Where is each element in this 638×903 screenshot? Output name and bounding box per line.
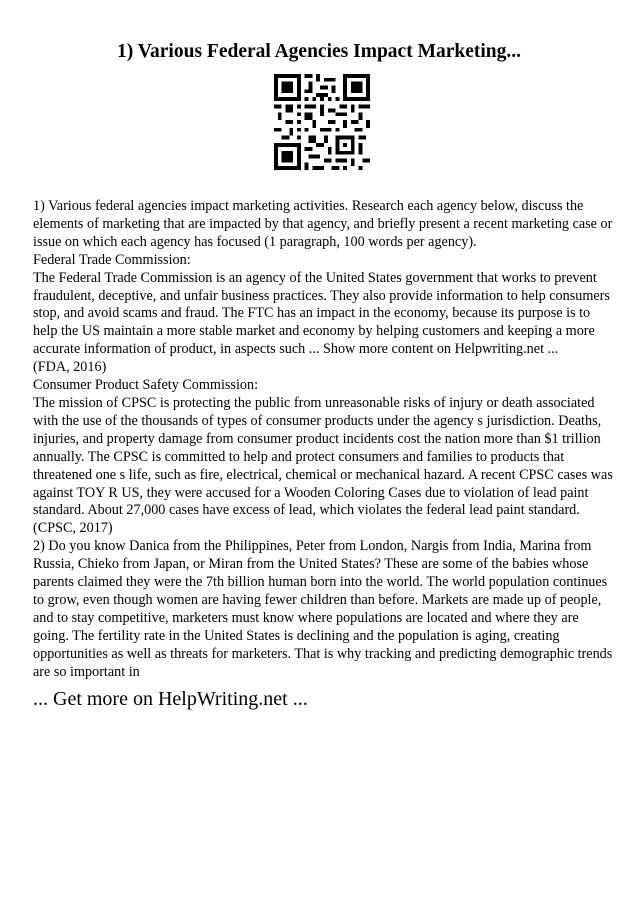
cpsc-paragraph: The mission of CPSC is protecting the public from unreasonable risks of injury or death associated with the use of the thousands of types of consumer products under the agency s jurisdiction. Deaths, injuries, and property damage from consumer product incidents cost the nation more than $1 trillion annually. The CPSC is committed to help and protect consumers and families to products that threatened one s life, such as fire, electrical, chemical or mechanical hazard. A recent CPSC cases was against TOY R US, they were accused for a Wooden Coloring Cases due to violation of lead paint standard. About 27,000 cases have excess of lead, which violates the federal lead paint standard. (CPSC, 2017) [33,394,613,537]
question-2-paragraph: 2) Do you know Danica from the Philippines, Peter from London, Nargis from India, Marina from Russia, Chieko from Japan, or Miran from the United States? These are some of the babies whose parents claimed they were the 7th billion human born into the world. The world population continues to grow, even though women are having fewer children than before. Markets are made up of people, and to stay competitive, marketers must know where populations are located and where they are going. The fertility rate in the United States is declining and the population is aging, creating opportunities as well as threats for marketers. That is why tracking and predicting demographic trends are so important in [33,538,613,680]
document-title: 1) Various Federal Agencies Impact Marketing... [116,41,522,62]
document-body [33,198,613,681]
ftc-paragraph: The Federal Trade Commission is an agency of the United States government that works to prevent fraudulent, deceptive, and unfair business practices. They also provide information to help consumers stop, and avoid scams and fraud. The FTC has an impact in the economy, because its purpose is to help the US maintain a more stable market and economy by helping customers and keeping a more accurate information of product, in aspects such ... Show more content on Helpwriting.net ... [33,269,610,358]
cpsc-heading: Consumer Product Safety Commission: [33,377,259,394]
get-more-link[interactable]: ... Get more on HelpWriting.net ... [33,688,308,710]
fda-citation: (FDA, 2016) [33,359,107,376]
question-1-paragraph: 1) Various federal agencies impact marketing activities. Research each agency below, discuss the elements of marketing that are impacted by that agency, and briefly present a recent marketing case or issue on which each agency has focused (1 paragraph, 100 words per agency). [33,198,613,250]
qr-code-icon [274,74,370,170]
ftc-heading: Federal Trade Commission: [33,251,191,268]
